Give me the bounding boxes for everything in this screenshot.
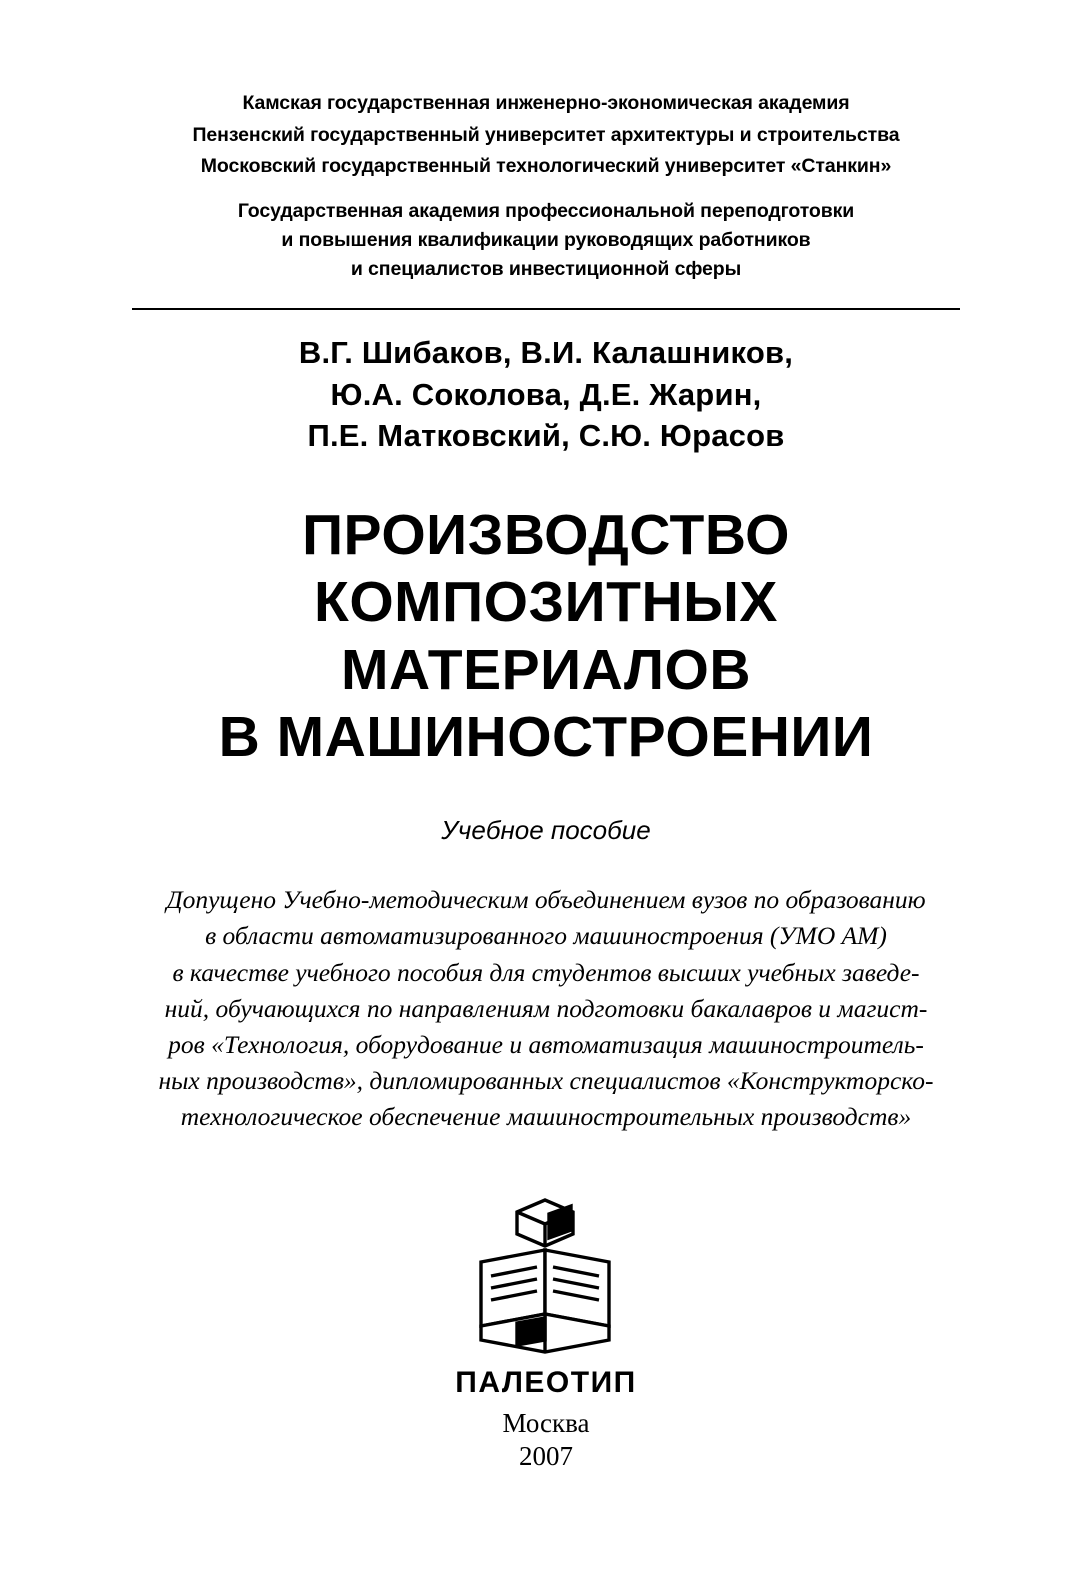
book-publisher-logo-icon xyxy=(461,1190,631,1355)
authors-block xyxy=(0,332,1092,456)
institution-line: и специалистов инвестиционной сферы xyxy=(350,258,742,281)
institution-line: Московский государственный технологический университет «Станкин» xyxy=(200,155,892,178)
approval-line: ний, обучающихся по направлениям подготовки бакалавров и магист- xyxy=(164,993,928,1023)
publication-city: Москва xyxy=(502,1407,590,1438)
title-line: В МАШИНОСТРОЕНИИ xyxy=(218,704,874,769)
institution-group xyxy=(0,197,1092,285)
approval-line: в качестве учебного пособия для студентов высших учебных заведе- xyxy=(172,957,920,987)
institutions-block xyxy=(0,88,1092,284)
publication-year: 2007 xyxy=(519,1440,573,1471)
approval-line: технологическое обеспечение машиностроительных производств» xyxy=(180,1102,912,1132)
author-line: Ю.А. Соколова, Д.Е. Жарин, xyxy=(330,376,762,412)
title-page xyxy=(0,88,1092,1588)
approval-statement xyxy=(130,882,962,1135)
subtitle: Учебное пособие xyxy=(441,815,651,846)
publisher-name: ПАЛЕОТИП xyxy=(455,1365,637,1399)
page-title xyxy=(0,502,1092,771)
approval-line: Допущено Учебно-методическим объединением вузов по образованию xyxy=(166,885,926,915)
institution-line: Камская государственная инженерно-экономическая академия xyxy=(242,92,850,114)
horizontal-divider xyxy=(132,308,960,310)
approval-line: ных производств», дипломированных специалистов «Конструкторско- xyxy=(158,1066,934,1096)
title-line: МАТЕРИАЛОВ xyxy=(341,637,751,702)
approval-line: в области автоматизированного машиностроения (УМО АМ) xyxy=(205,921,887,951)
title-line: ПРОИЗВОДСТВО xyxy=(302,503,790,568)
author-line: В.Г. Шибаков, В.И. Калашников, xyxy=(298,335,794,371)
institution-line: Государственная академия профессиональной переподготовки xyxy=(237,199,855,222)
title-line: КОМПОЗИТНЫХ xyxy=(314,570,778,635)
institution-line: Пензенский государственный университет архитектуры и строительства xyxy=(192,123,900,146)
publisher-logo xyxy=(0,1190,1092,1360)
institution-line: и повышения квалификации руководящих работников xyxy=(281,228,811,251)
approval-line: ров «Технология, оборудование и автоматизация машиностроитель- xyxy=(168,1029,924,1059)
author-line: П.Е. Матковский, С.Ю. Юрасов xyxy=(307,417,785,453)
